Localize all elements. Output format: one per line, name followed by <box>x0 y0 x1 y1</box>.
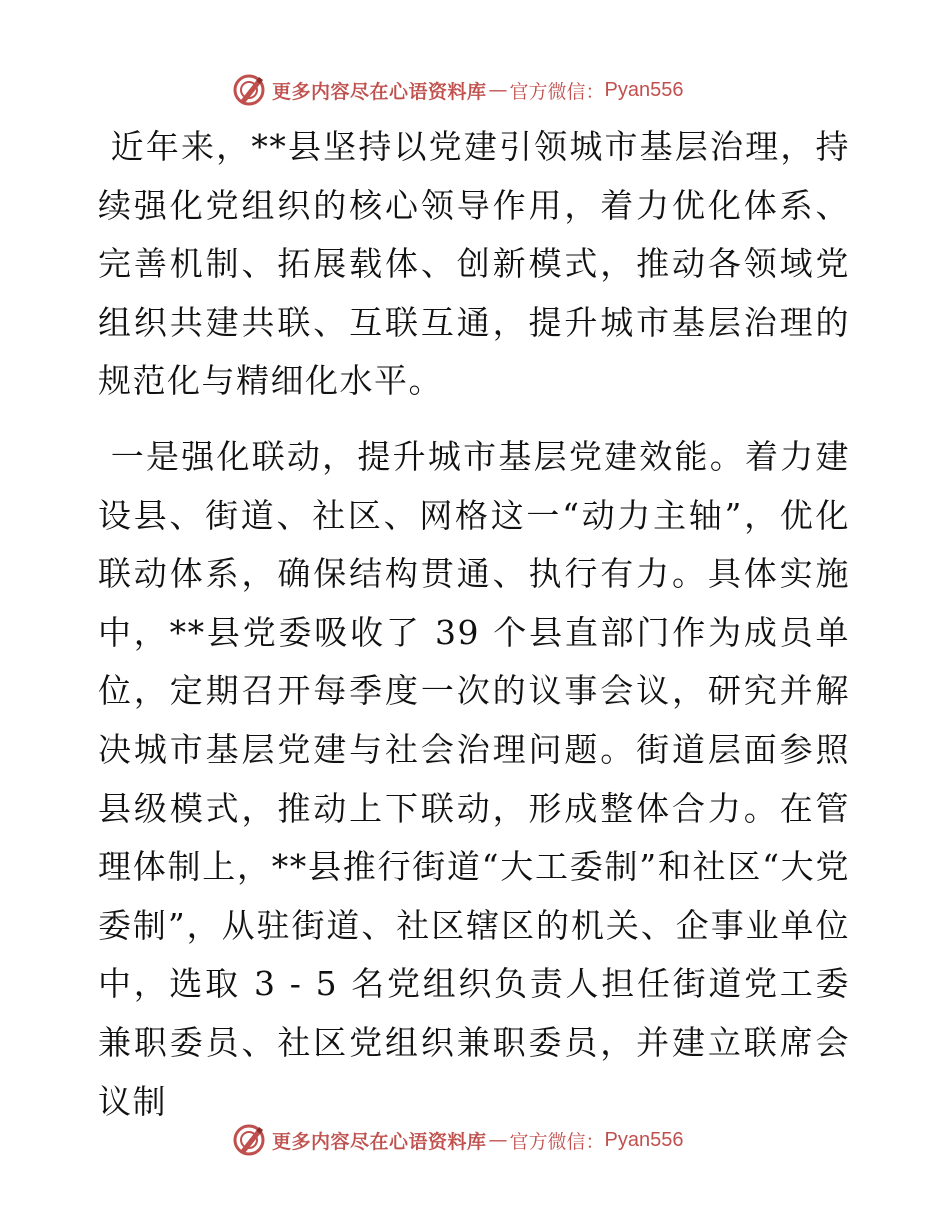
pen-logo-icon <box>232 1123 266 1157</box>
watermark-brand-text: 更多内容尽在心语资料库 <box>272 1130 487 1153</box>
paragraph-intro-text: 近年来，**县坚持以党建引领城市基层治理，持续强化党组织的核心领导作用，着力优化体系、完善机制、拓展载体、创新模式，推动各领域党组织共建共联、互联互通，提升城市基层治理的规范化与精细化水平。 <box>98 127 850 401</box>
watermark-wechat-id: Pyan556 <box>604 78 684 101</box>
watermark-wechat-label: 官方微信： <box>509 80 605 103</box>
watermark-dash: — <box>488 79 508 101</box>
paragraph-intro <box>98 118 850 411</box>
watermark-header <box>232 73 684 107</box>
pen-logo-icon <box>232 73 266 107</box>
watermark-wechat-label: 官方微信： <box>509 1130 605 1153</box>
watermark-brand-text: 更多内容尽在心语资料库 <box>272 80 487 103</box>
paragraph-point-one <box>98 428 850 1131</box>
watermark-dash: — <box>488 1129 508 1151</box>
paragraph-point-one-text: 一是强化联动，提升城市基层党建效能。着力建设县、街道、社区、网格这一“动力主轴”，优化联动体系，确保结构贯通、执行有力。具体实施中，**县党委吸收了 39 个县直部门作为成员单位，定期召开每季度一次的议事会议，研究并解决城市基层党建与社会治理问题。街道层面参照县级模式，推动上下联动，形成整体合力。在管理体制上，**县推行街道“大工委制”和社区“大党委制”，从驻街道、社区辖区的机关、企事业单位中，选取 3 - 5 名党组织负责人担任街道党工委兼职委员、社区党组织兼职委员，并建立联席会议制 <box>98 436 850 1121</box>
watermark-footer <box>232 1123 684 1157</box>
watermark-wechat-id: Pyan556 <box>604 1128 684 1151</box>
document-body <box>98 118 850 1131</box>
